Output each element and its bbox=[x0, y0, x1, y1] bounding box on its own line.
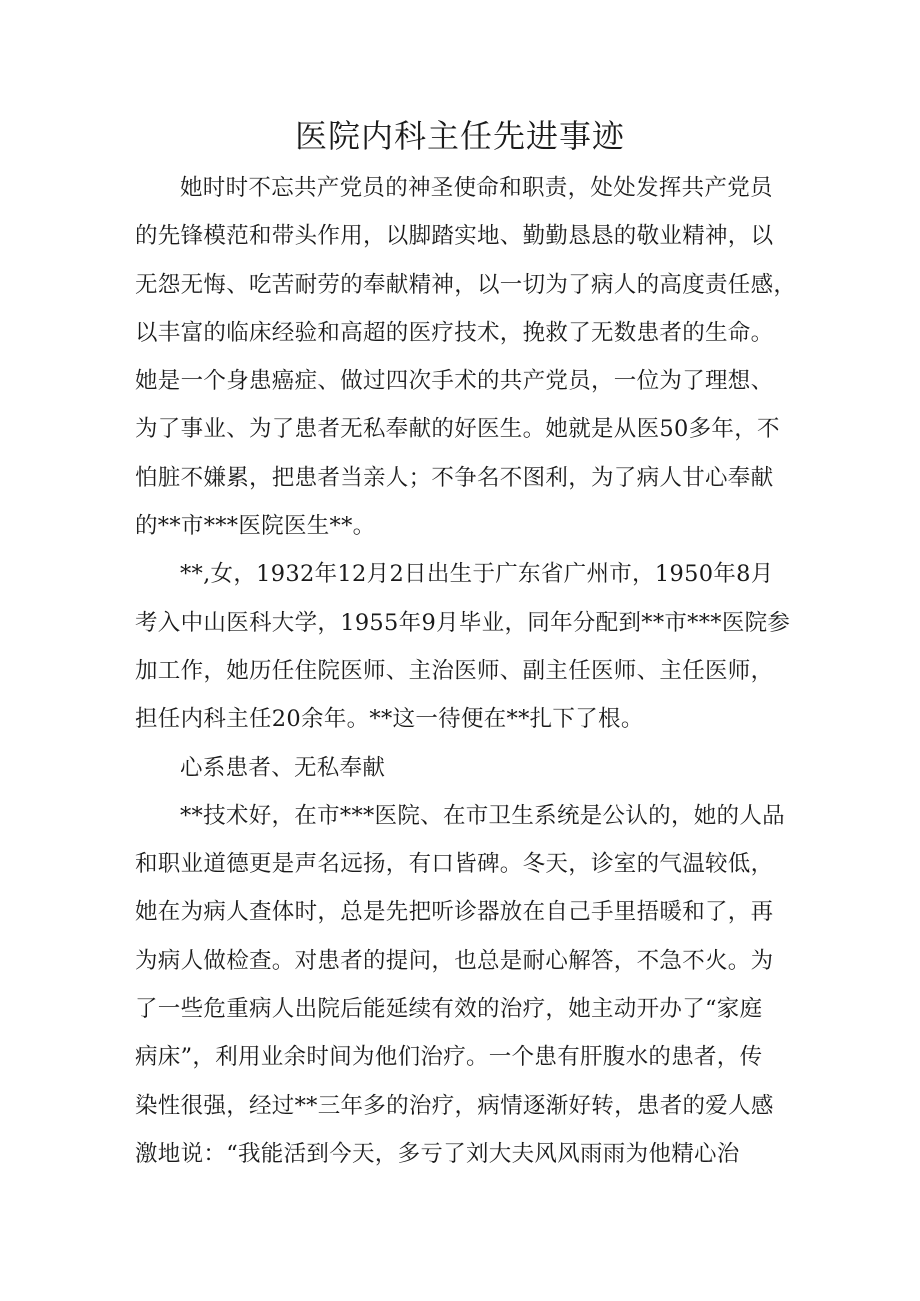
text-line: **,女，1932年12月2日出生于广东省广州市，1950年8月 bbox=[180, 561, 774, 588]
text-line: 染性很强，经过**三年多的治疗，病情逐渐好转，患者的爱人感 bbox=[135, 1092, 774, 1119]
text-line: 病床”，利用业余时间为他们治疗。一个患有肝腹水的患者，传 bbox=[135, 1044, 763, 1071]
text-line: 加工作，她历任住院医师、主治医师、副主任医师、主任医师， bbox=[135, 657, 774, 684]
text-line: 她时时不忘共产党员的神圣使命和职责，处处发挥共产党员 bbox=[180, 175, 773, 201]
text-line: 考入中山医科大学，1955年9月毕业，同年分配到**市***医院参 bbox=[135, 609, 791, 636]
text-line: **技术好，在市***医院、在市卫生系统是公认的，她的人品 bbox=[180, 802, 785, 829]
text-line: 激地说：“我能活到今天，多亏了刘大夫风风雨雨为他精心治 bbox=[135, 1140, 740, 1167]
text-line: 以丰富的临床经验和高超的医疗技术，挽救了无数患者的生命。 bbox=[135, 319, 774, 346]
paragraph-3 bbox=[135, 792, 787, 1178]
text-line: 了一些危重病人出院后能延续有效的治疗，她主动开办了“家庭 bbox=[135, 996, 763, 1023]
text-line: 她在为病人查体时，总是先把听诊器放在自己手里捂暖和了，再 bbox=[135, 899, 774, 926]
section-heading: 心系患者、无私奉献 bbox=[180, 754, 386, 781]
paragraph-1 bbox=[135, 164, 797, 550]
text-line: 为了事业、为了患者无私奉献的好医生。她就是从医50多年，不 bbox=[135, 416, 780, 443]
text-line: 担任内科主任20余年。**这一待便在**扎下了根。 bbox=[135, 706, 644, 733]
text-line: 的**市***医院医生**。 bbox=[135, 513, 376, 540]
text-line: 怕脏不嫌累，把患者当亲人；不争名不图利，为了病人甘心奉献 bbox=[135, 464, 774, 491]
text-line: 和职业道德更是声名远扬，有口皆碑。冬天，诊室的气温较低， bbox=[135, 851, 774, 878]
document-title: 医院内科主任先进事迹 bbox=[294, 117, 625, 155]
text-line: 为病人做检查。对患者的提问，也总是耐心解答，不急不火。为 bbox=[135, 947, 774, 974]
document-body bbox=[135, 164, 797, 1178]
text-line: 她是一个身患癌症、做过四次手术的共产党员，一位为了理想、 bbox=[135, 368, 774, 395]
text-line: 的先锋模范和带头作用，以脚踏实地、勤勤恳恳的敬业精神，以 bbox=[135, 223, 774, 250]
paragraph-2 bbox=[135, 550, 791, 743]
text-line: 无怨无悔、吃苦耐劳的奉献精神，以一切为了病人的高度责任感， bbox=[135, 271, 797, 298]
